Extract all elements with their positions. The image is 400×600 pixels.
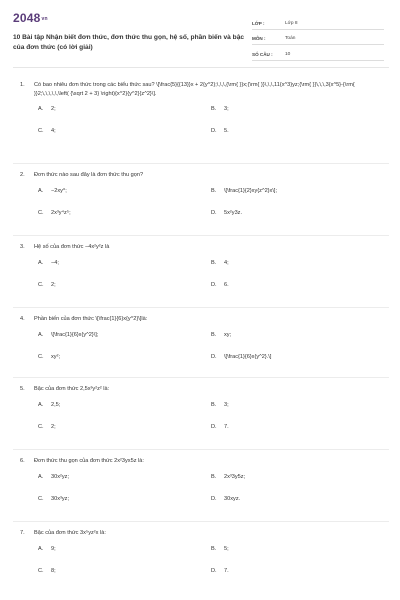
option-text: xy;	[224, 331, 232, 338]
question-text: Bậc của đơn thức 3x⁵yz²x là:	[34, 530, 106, 536]
option-a[interactable]	[38, 332, 98, 338]
option-text: 30x²yz;	[51, 473, 70, 480]
option-letter: C.	[38, 353, 44, 360]
answer-options	[20, 260, 380, 294]
option-c[interactable]	[38, 424, 56, 430]
option-letter: A.	[38, 331, 44, 338]
option-text: 2x³y⁴z⁵;	[51, 209, 71, 216]
option-letter: B.	[211, 401, 217, 408]
option-b[interactable]	[211, 188, 277, 194]
option-letter: C.	[38, 567, 44, 574]
header-divider	[13, 67, 389, 68]
option-letter: A.	[38, 106, 44, 113]
option-text: \[\frac{1}{2}xy{z^2}x\];	[224, 187, 278, 194]
question-text: Bậc của đơn thức 2,5x³y²z² là:	[34, 386, 110, 392]
question-divider	[13, 163, 389, 164]
option-a[interactable]	[38, 106, 56, 112]
option-letter: C.	[38, 281, 44, 288]
option-d[interactable]	[211, 354, 271, 360]
option-b[interactable]	[211, 474, 245, 480]
answer-options	[20, 188, 380, 222]
answer-options	[20, 474, 380, 508]
option-text: −2xy⁰;	[51, 187, 67, 194]
option-d[interactable]	[211, 282, 229, 288]
option-a[interactable]	[38, 402, 60, 408]
option-text: 7.	[224, 567, 229, 574]
option-text: 7.	[224, 423, 229, 430]
option-d[interactable]	[211, 128, 229, 134]
option-c[interactable]	[38, 128, 56, 134]
option-text: 4;	[224, 259, 229, 266]
meta-value: 10	[285, 51, 291, 57]
option-c[interactable]	[38, 496, 69, 502]
meta-label: SỐ CÂU :	[252, 51, 273, 57]
meta-row-subject	[252, 30, 384, 46]
option-letter: D.	[211, 128, 217, 135]
question-4	[20, 315, 380, 366]
question-number: 4.	[20, 316, 25, 322]
option-letter: B.	[211, 259, 217, 266]
question-text: Đơn thức thu gọn của đơn thức 2x²3yx5z là:	[34, 458, 144, 464]
option-letter: B.	[211, 473, 217, 480]
option-text: 5x²y3z.	[224, 209, 243, 216]
option-letter: C.	[38, 495, 44, 502]
answer-options	[20, 106, 380, 140]
question-6	[20, 457, 380, 508]
question-divider	[13, 449, 389, 450]
question-number: 5.	[20, 386, 25, 392]
question-divider	[13, 521, 389, 522]
question-number: 6.	[20, 458, 25, 464]
option-d[interactable]	[211, 424, 229, 430]
question-3	[20, 243, 380, 294]
document-title: 10 Bài tập Nhận biết đơn thức, đơn thức thu gọn, hệ số, phần biến và bậc của đơn thức (có lời giải)	[13, 34, 245, 51]
question-text: Phần biến của đơn thức \[\frac{1}{6}x{y^2}\]là:	[34, 316, 148, 322]
question-text: Hệ số của đơn thức −4x²y²z là	[34, 244, 110, 250]
option-letter: B.	[211, 545, 217, 552]
meta-row-grade	[252, 14, 384, 30]
option-b[interactable]	[211, 402, 229, 408]
meta-label: LỚP :	[252, 20, 265, 26]
option-a[interactable]	[38, 260, 59, 266]
option-text: 2;	[51, 281, 56, 288]
option-b[interactable]	[211, 546, 229, 552]
option-letter: D.	[211, 567, 217, 574]
option-text: 5;	[224, 545, 229, 552]
option-d[interactable]	[211, 568, 229, 574]
option-letter: B.	[211, 331, 217, 338]
option-d[interactable]	[211, 496, 240, 502]
option-text: 9;	[51, 545, 56, 552]
option-letter: C.	[38, 423, 44, 430]
option-c[interactable]	[38, 354, 60, 360]
logo-text: 2048	[13, 11, 41, 25]
option-b[interactable]	[211, 106, 229, 112]
option-b[interactable]	[211, 332, 231, 338]
option-text: 2x³3y5z;	[224, 473, 246, 480]
question-divider	[13, 307, 389, 308]
option-letter: C.	[38, 128, 44, 135]
logo-suffix: vn	[41, 15, 48, 22]
option-letter: D.	[211, 353, 217, 360]
option-letter: B.	[211, 187, 217, 194]
answer-options	[20, 332, 380, 366]
option-letter: D.	[211, 495, 217, 502]
option-letter: A.	[38, 473, 44, 480]
question-divider	[13, 235, 389, 236]
meta-label: MÔN :	[252, 36, 266, 41]
option-c[interactable]	[38, 210, 71, 216]
question-number: 7.	[20, 530, 25, 536]
option-text: 30x³yz;	[51, 495, 70, 502]
option-d[interactable]	[211, 210, 242, 216]
option-c[interactable]	[38, 568, 56, 574]
option-letter: A.	[38, 401, 44, 408]
option-letter: D.	[211, 209, 217, 216]
option-text: 2;	[51, 423, 56, 430]
option-letter: D.	[211, 281, 217, 288]
option-text: \[\frac{1}{6}x{y^2}.\]	[224, 353, 272, 360]
option-letter: A.	[38, 187, 44, 194]
option-a[interactable]	[38, 474, 69, 480]
option-text: 2,5;	[51, 401, 61, 408]
option-letter: D.	[211, 423, 217, 430]
option-text: 2;	[51, 106, 56, 113]
option-letter: A.	[38, 545, 44, 552]
option-text: \[\frac{1}{6}x{y^2}\];	[51, 331, 99, 338]
question-2	[20, 171, 380, 222]
meta-row-count	[252, 45, 384, 61]
option-text: 3;	[224, 106, 229, 113]
question-number: 1.	[20, 82, 25, 88]
question-text: Đơn thức nào sau đây là đơn thức thu gọn?	[34, 172, 144, 178]
option-letter: C.	[38, 209, 44, 216]
question-7	[20, 529, 380, 580]
question-5	[20, 385, 380, 436]
answer-options	[20, 402, 380, 436]
option-text: 6.	[224, 281, 229, 288]
meta-value: Toán	[285, 36, 296, 41]
option-text: 3;	[224, 401, 229, 408]
option-text: 5.	[224, 128, 229, 135]
option-c[interactable]	[38, 282, 56, 288]
option-b[interactable]	[211, 260, 229, 266]
question-number: 2.	[20, 172, 25, 178]
question-divider	[13, 377, 389, 378]
meta-value: Lớp 8	[285, 20, 298, 26]
question-1	[20, 81, 380, 140]
option-a[interactable]	[38, 546, 56, 552]
option-letter: B.	[211, 106, 217, 113]
question-text: Có bao nhiêu đơn thức trong các biểu thức sau? \[\frac{5}{{13}}x + 2{y^2};\,\,\,{\rm{ }}x;{\rm{ }}\,\,\,11{x^3}yz;{\rm{ }}\,\,\,3{x^5}-{\rm{ }}2;\,\,\,\,\,\left( {\sqrt 2 + 3} \right){x^2}{y^2}{z^2}\].	[34, 82, 355, 97]
meta-info-box	[252, 14, 384, 61]
option-a[interactable]	[38, 188, 67, 194]
option-text: 8;	[51, 567, 56, 574]
option-letter: A.	[38, 259, 44, 266]
site-logo[interactable]	[13, 11, 48, 25]
option-text: −4;	[51, 259, 59, 266]
option-text: xy²;	[51, 353, 61, 360]
question-number: 3.	[20, 244, 25, 250]
option-text: 30xyz.	[224, 495, 241, 502]
option-text: 4;	[51, 128, 56, 135]
answer-options	[20, 546, 380, 580]
